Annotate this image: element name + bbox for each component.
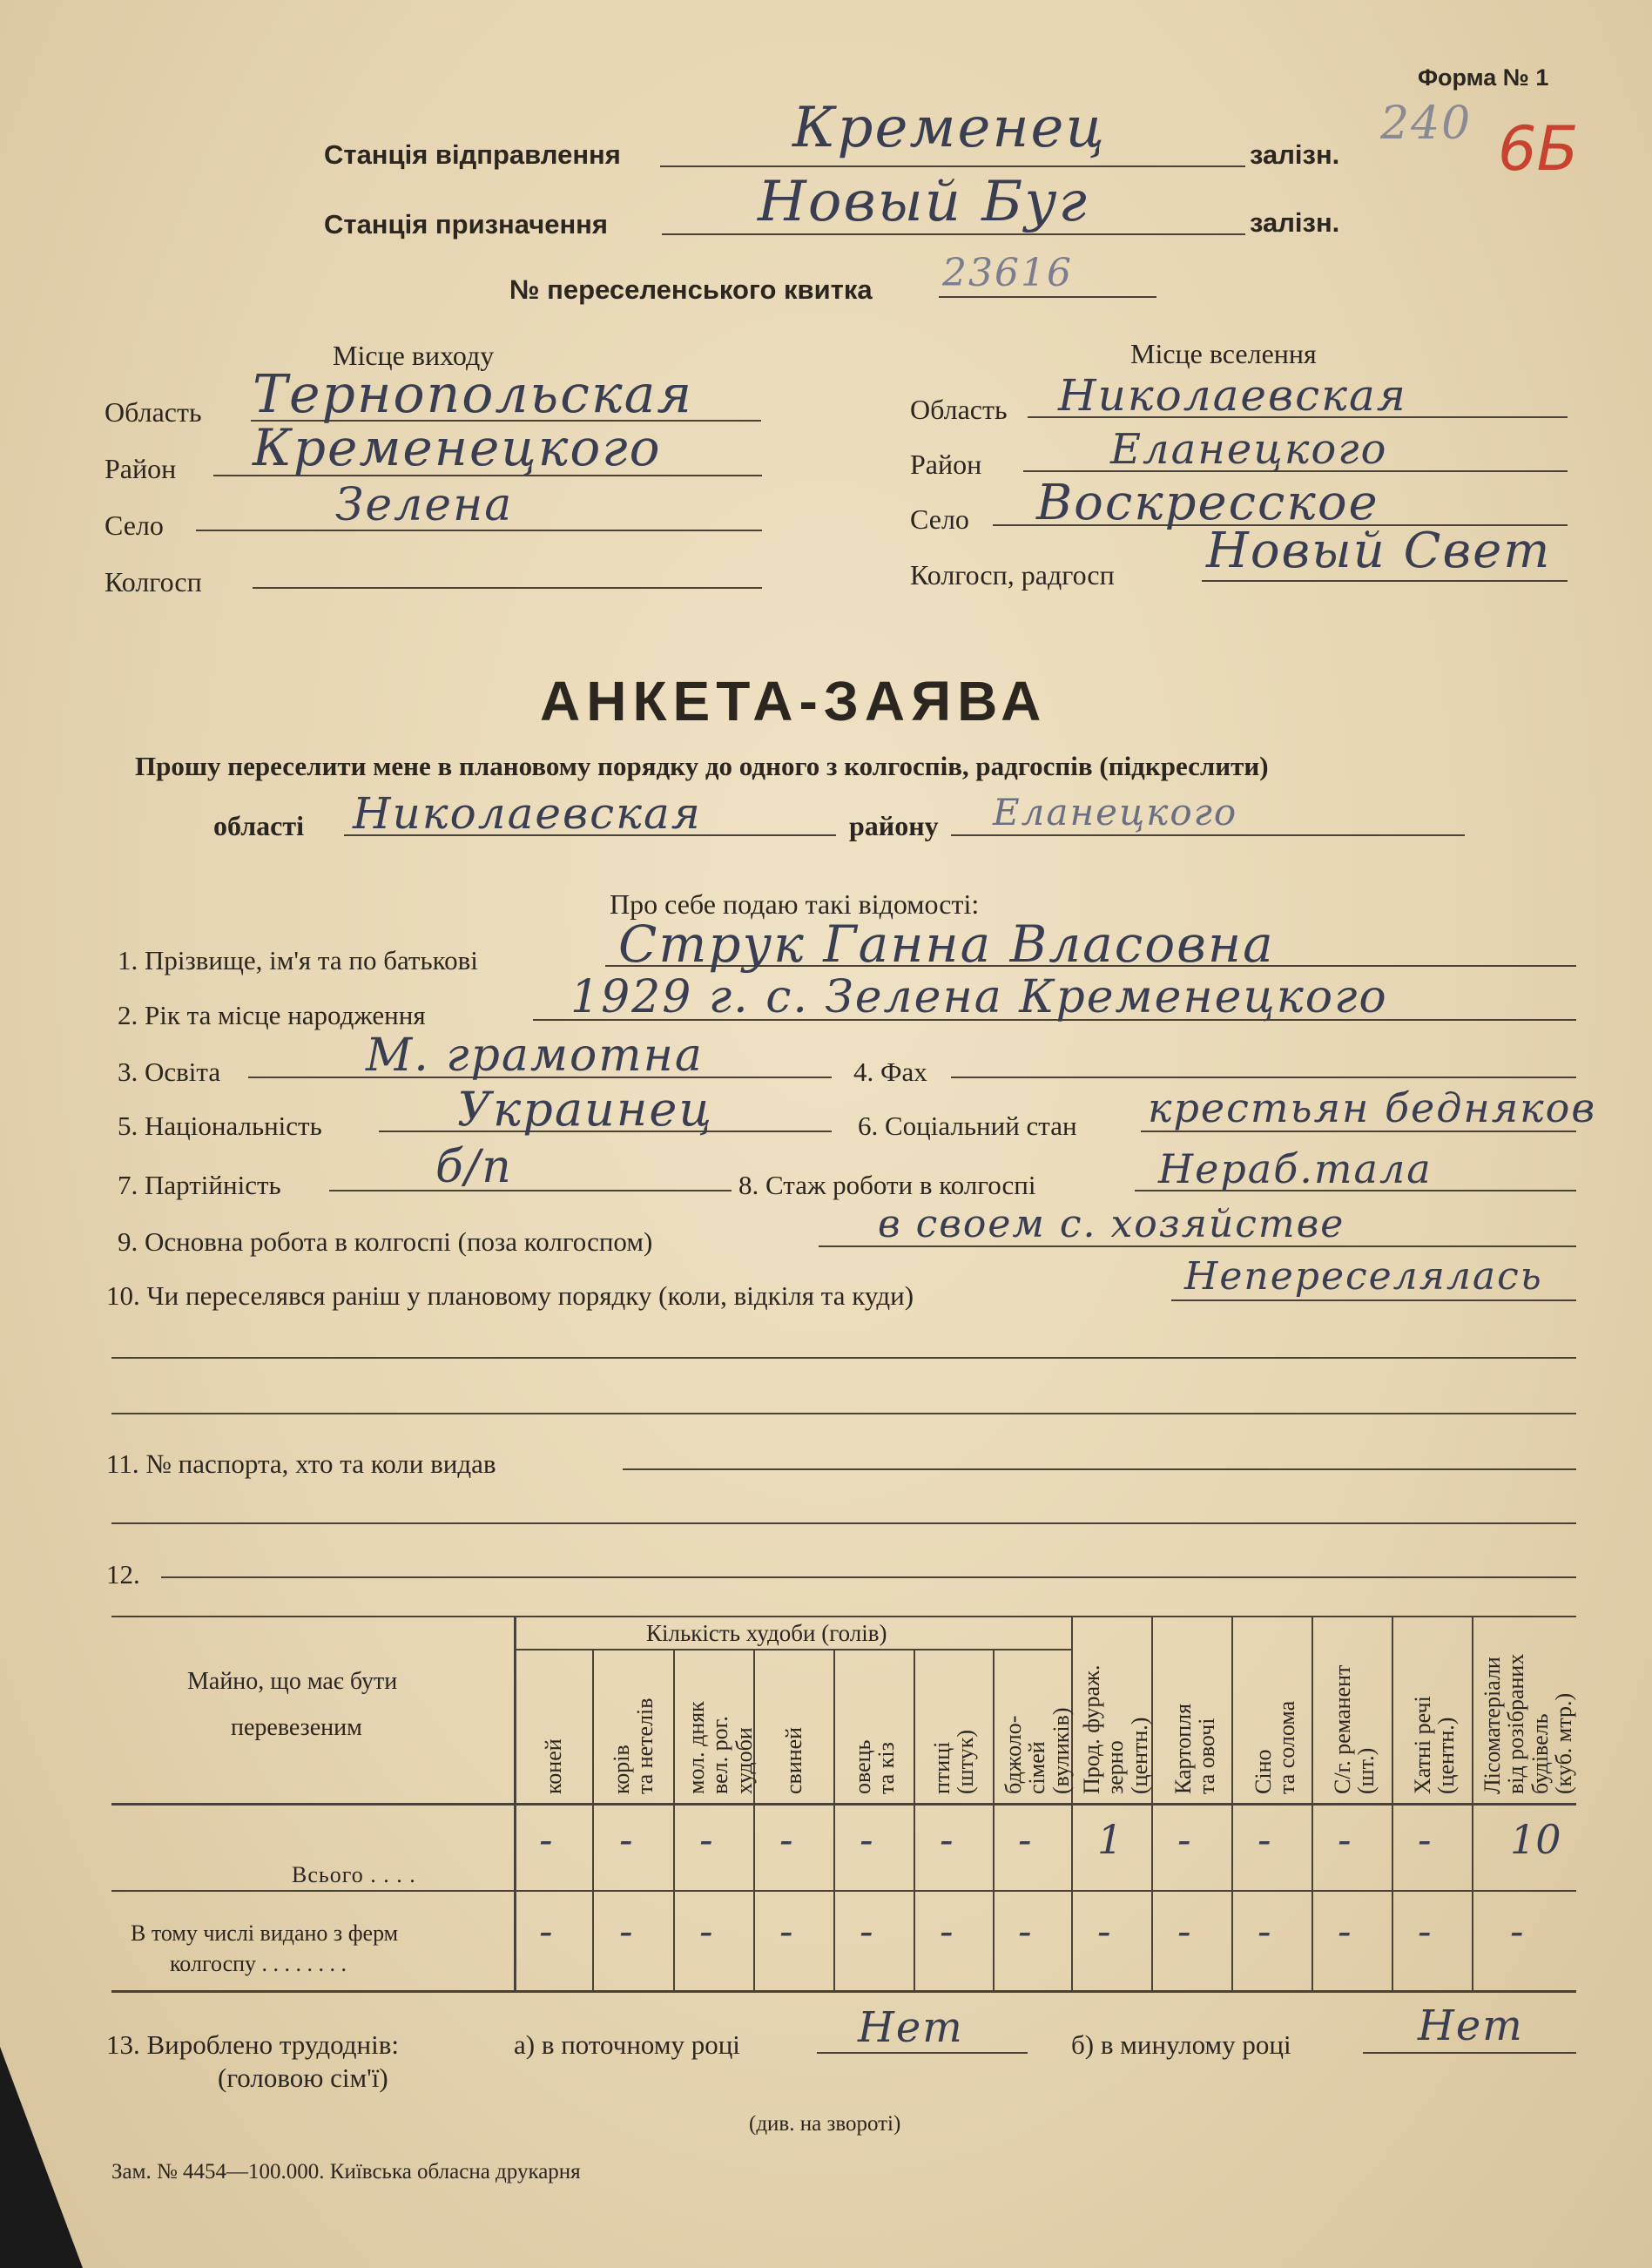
field-2-label: 2. Рік та місце народження <box>118 1000 426 1030</box>
ticket-label: № переселенського квитка <box>509 274 873 305</box>
dest-raion-label: Район <box>910 449 982 480</box>
row-issued-label-1: В тому числі видано з ферм <box>131 1920 399 1946</box>
field-1-label: 1. Прізвище, ім'я та по батькові <box>118 945 478 975</box>
property-label-2: перевезеним <box>231 1714 362 1741</box>
issued-cell-9: - <box>1258 1907 1271 1954</box>
total-cell-8: - <box>1177 1816 1191 1863</box>
total-cell-10: - <box>1338 1816 1352 1863</box>
field-11-label: 11. № паспорта, хто та коли видав <box>106 1448 496 1479</box>
field-8-label: 8. Стаж роботи в колгоспі <box>738 1170 1036 1200</box>
issued-cell-1: - <box>619 1907 633 1954</box>
departure-value: Кременец <box>792 96 1106 160</box>
dest-oblast-value: Николаевская <box>1058 370 1407 421</box>
total-cell-5: - <box>940 1816 954 1863</box>
workdays-last-label: б) в минулому році <box>1071 2029 1291 2060</box>
dest-kolhosp-value: Новый Свет <box>1206 523 1552 579</box>
form-number: Форма № 1 <box>1418 64 1549 91</box>
field-9-value: в своем с. хозяйстве <box>878 1202 1345 1246</box>
col-bees: бджоло- сімей (вуликів) <box>1001 1707 1074 1794</box>
dest-oblast-label: Область <box>910 394 1008 425</box>
field-3-label: 3. Освіта <box>118 1056 221 1087</box>
issued-cell-0: - <box>539 1907 553 1954</box>
total-cell-0: - <box>539 1816 553 1863</box>
issued-cell-3: - <box>779 1907 793 1954</box>
issued-cell-12: - <box>1510 1907 1524 1954</box>
request-oblast-label: області <box>213 810 304 841</box>
col-pigs: свиней <box>781 1726 806 1794</box>
total-cell-9: - <box>1258 1816 1271 1863</box>
origin-raion-value: Кременецкого <box>253 418 662 477</box>
col-potato: Картопля та овочі <box>1170 1703 1220 1794</box>
row-total-label: Всього . . . . <box>292 1862 416 1887</box>
total-cell-7: 1 <box>1097 1816 1123 1863</box>
dest-raion-value: Еланецкого <box>1110 425 1388 474</box>
field-12-label: 12. <box>106 1559 140 1590</box>
issued-cell-4: - <box>860 1907 873 1954</box>
col-tools: С/г. реманент (шт.) <box>1330 1664 1379 1794</box>
total-cell-2: - <box>699 1816 713 1863</box>
scan-corner-shadow <box>0 2047 83 2268</box>
printer-note: Зам. № 4454—100.000. Київська обласна друкарня <box>111 2160 581 2184</box>
ticket-value: 23616 <box>942 251 1073 295</box>
field-4-label: 4. Фах <box>853 1056 927 1087</box>
col-sheep: овець та кіз <box>850 1739 900 1794</box>
red-mark: 6Б <box>1498 113 1579 185</box>
col-timber: Лісоматеріали від розібраних будівель (куб. мтр.) <box>1480 1653 1576 1794</box>
total-cell-6: - <box>1018 1816 1032 1863</box>
total-cell-1: - <box>619 1816 633 1863</box>
dest-selo-value: Воскресское <box>1036 475 1379 531</box>
field-7-value: б/п <box>435 1141 513 1193</box>
origin-kolhosp-label: Колгосп <box>105 566 202 597</box>
livestock-group-header: Кількість худоби (голів) <box>646 1620 887 1646</box>
field-5-value: Украинец <box>457 1082 714 1137</box>
field-3-value: М. грамотна <box>366 1029 704 1082</box>
col-birds: птиці (штук) <box>929 1730 979 1794</box>
origin-oblast-value: Тернопольская <box>253 364 694 425</box>
field-5-label: 5. Національність <box>118 1110 322 1141</box>
col-grain: Прод. фураж. зерно (центн.) <box>1079 1664 1152 1794</box>
col-household: Хатні речі (центн.) <box>1410 1696 1460 1794</box>
request-oblast-value: Николаевская <box>353 788 702 839</box>
page-title: АНКЕТА-ЗАЯВА <box>540 670 1048 732</box>
property-label-1: Майно, що має бути <box>187 1668 398 1695</box>
request-raion-value: Еланецкого <box>993 791 1238 834</box>
dest-selo-label: Село <box>910 503 969 535</box>
origin-heading: Місце виходу <box>333 340 495 371</box>
dest-heading: Місце вселення <box>1130 338 1317 369</box>
issued-cell-6: - <box>1018 1907 1032 1954</box>
field-8-value: Нераб.тала <box>1158 1145 1433 1192</box>
field-6-label: 6. Соціальний стан <box>858 1110 1077 1141</box>
field-9-label: 9. Основна робота в колгоспі (поза колгоспом) <box>118 1226 653 1257</box>
departure-rail: залізн. <box>1250 139 1340 170</box>
total-cell-11: - <box>1418 1816 1432 1863</box>
corner-note: 240 <box>1380 98 1473 150</box>
departure-label: Станція відправлення <box>324 139 621 170</box>
origin-selo-label: Село <box>105 510 164 541</box>
destination-station-value: Новый Буг <box>758 170 1089 234</box>
col-young-cattle: мол. дняк вел. рог. худоби <box>684 1701 757 1794</box>
field-7-label: 7. Партійність <box>118 1170 281 1200</box>
origin-selo-value: Зелена <box>335 479 514 531</box>
origin-raion-label: Район <box>105 453 177 484</box>
field-1-value: Струк Ганна Власовна <box>618 915 1275 974</box>
workdays-current-value: Нет <box>858 2003 964 2052</box>
request-raion-label: району <box>849 810 939 841</box>
workdays-label: 13. Вироблено трудоднів: <box>106 2029 400 2060</box>
total-cell-4: - <box>860 1816 873 1863</box>
field-2-value: 1929 г. с. Зелена Кременецкого <box>570 971 1388 1023</box>
issued-cell-2: - <box>699 1907 713 1954</box>
workdays-current-label: а) в поточному році <box>514 2029 740 2060</box>
total-cell-3: - <box>779 1816 793 1863</box>
issued-cell-11: - <box>1418 1907 1432 1954</box>
issued-cell-10: - <box>1338 1907 1352 1954</box>
col-horses: коней <box>541 1738 566 1794</box>
about-heading: Про себе подаю такі відомості: <box>610 888 980 920</box>
request-text: Прошу переселити мене в плановому порядку до одного з колгоспів, радгоспів (підкреслити) <box>135 751 1269 781</box>
field-6-value: крестьян бедняков <box>1148 1084 1597 1131</box>
dest-kolhosp-label: Колгосп, радгосп <box>910 559 1115 591</box>
col-hay: Сіно та солома <box>1251 1700 1300 1794</box>
total-cell-12: 10 <box>1510 1816 1561 1863</box>
destination-station-label: Станція призначення <box>324 209 608 240</box>
field-10-value: Непереселялась <box>1184 1254 1543 1299</box>
workdays-sub: (головою сім'ї) <box>218 2062 388 2093</box>
workdays-last-value: Нет <box>1418 2001 1524 2050</box>
field-10-label: 10. Чи переселявся раніш у плановому порядку (коли, відкіля та куди) <box>106 1280 914 1311</box>
destination-rail: залізн. <box>1250 207 1340 238</box>
issued-cell-7: - <box>1097 1907 1111 1954</box>
row-issued-label-2: колгоспу . . . . . . . . <box>170 1951 347 1976</box>
col-cows: корів та нетелів <box>609 1698 658 1794</box>
issued-cell-5: - <box>940 1907 954 1954</box>
see-back-note: (див. на звороті) <box>749 2112 901 2136</box>
issued-cell-8: - <box>1177 1907 1191 1954</box>
origin-oblast-label: Область <box>105 396 202 428</box>
